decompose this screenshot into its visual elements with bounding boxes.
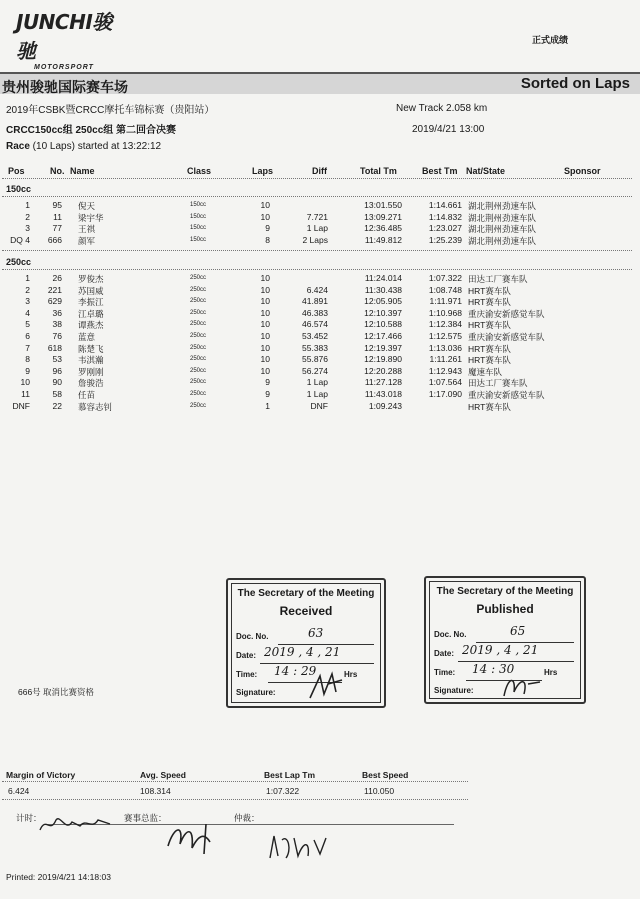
- cell-class: 250cc: [190, 391, 207, 397]
- cell-no: 11: [53, 211, 62, 222]
- cell-best-time: 1:12.575: [428, 331, 462, 341]
- cell-pos: 5: [25, 319, 30, 330]
- stamp-date-label: Date:: [434, 649, 455, 658]
- section-rule: [2, 269, 632, 270]
- stamp-doc-value: 65: [510, 624, 526, 638]
- col-nat: Nat/State: [466, 166, 506, 176]
- sort-label: Sorted on Laps: [520, 75, 630, 92]
- cell-pos: DNF: [12, 400, 30, 411]
- cell-no: 38: [52, 319, 62, 330]
- cell-name: 蓝意: [78, 332, 96, 342]
- summary-rule: [2, 799, 468, 800]
- table-row: [0, 389, 640, 400]
- cell-name: 罗俊杰: [78, 274, 104, 284]
- table-row: [0, 331, 640, 342]
- stamp-doc-label: Doc. No.: [236, 632, 269, 641]
- logo-wordmark: JUNCHI骏驰: [16, 10, 112, 63]
- cell-class: 250cc: [190, 321, 207, 328]
- cell-class: 250cc: [190, 333, 207, 339]
- best-lap-label: Best Lap Tm: [264, 770, 316, 780]
- margin-label: Margin of Victory: [6, 770, 76, 780]
- cell-no: 90: [52, 377, 62, 388]
- cell-team: HRT赛车队: [468, 355, 511, 366]
- cell-class: 150cc: [190, 213, 207, 220]
- table-row: [0, 296, 640, 307]
- table-row: [0, 343, 640, 354]
- cell-no: 221: [47, 284, 62, 295]
- stamp-status: Published: [476, 602, 534, 616]
- cell-name: 王祺: [78, 224, 96, 235]
- col-name: Name: [70, 166, 95, 176]
- table-row: [0, 273, 640, 284]
- cell-name: 李振江: [78, 297, 104, 308]
- stamp-date-label: Date:: [236, 651, 257, 660]
- col-laps: Laps: [252, 166, 274, 176]
- timer-signature: [36, 810, 116, 838]
- cell-best-time: 1:12.384: [428, 319, 462, 330]
- cell-pos: 2: [25, 211, 30, 222]
- cell-total-time: 11:24.014: [364, 273, 402, 283]
- referee-signature: [264, 830, 334, 866]
- cell-class: 250cc: [190, 286, 207, 293]
- cell-diff: 46.383: [302, 307, 328, 318]
- cell-diff: 56.274: [302, 365, 328, 376]
- cell-best-time: 1:25.239: [428, 234, 462, 245]
- table-row: [0, 366, 640, 377]
- cell-total-time: 12:05.905: [364, 296, 402, 307]
- table-row: [0, 401, 640, 412]
- cell-pos: 7: [25, 342, 30, 353]
- cell-total-time: 11:27.128: [364, 377, 402, 388]
- cell-no: 22: [52, 400, 62, 411]
- cell-class: 250cc: [190, 367, 207, 374]
- cell-total-time: 12:17.466: [364, 331, 402, 341]
- cell-laps: 10: [260, 354, 270, 365]
- cell-total-time: 11:49.812: [364, 234, 402, 245]
- cell-total-time: 13:01.550: [364, 200, 402, 210]
- cell-best-time: 1:17.090: [428, 389, 462, 399]
- race-start: (10 Laps) started at 13:22:12: [29, 141, 162, 152]
- stamp-published: [424, 576, 586, 704]
- cell-no: 58: [52, 389, 62, 399]
- cell-team: HRT赛车队: [468, 401, 511, 412]
- cell-class: 250cc: [190, 379, 207, 386]
- cell-pos: 1: [25, 273, 30, 283]
- section-rule: [2, 196, 632, 197]
- stamp-received: [226, 578, 386, 708]
- referee-label: 仲裁：: [234, 813, 260, 823]
- cell-class: 250cc: [190, 356, 207, 363]
- cell-laps: 10: [260, 307, 270, 318]
- cell-total-time: 12:10.588: [364, 319, 402, 330]
- cell-team: 湖北荆州劲速车队: [468, 224, 537, 235]
- cell-name: 谭燕杰: [78, 320, 104, 331]
- cell-pos: 11: [21, 389, 30, 399]
- col-no: No.: [50, 166, 65, 176]
- cell-laps: 10: [260, 319, 270, 330]
- cell-diff: DNF: [310, 400, 328, 411]
- cell-no: 36: [52, 307, 62, 318]
- cell-no: 666: [47, 234, 62, 245]
- cell-team: HRT赛车队: [468, 297, 511, 308]
- cell-total-time: 11:30.438: [364, 284, 402, 295]
- table-row: [0, 212, 640, 223]
- header-rule: [2, 178, 632, 179]
- cell-diff: 55.876: [302, 354, 328, 365]
- cell-name: 梁宇华: [78, 212, 104, 223]
- cell-no: 77: [52, 223, 62, 234]
- cell-name: 任苗: [78, 390, 96, 400]
- cell-pos: 3: [25, 296, 30, 307]
- cell-diff: 2 Laps: [302, 234, 328, 245]
- cell-total-time: 12:36.485: [364, 223, 402, 234]
- col-pos: Pos: [8, 166, 25, 176]
- stamp-time-value: 14 : 30: [472, 662, 515, 676]
- cell-team: HRT赛车队: [468, 285, 511, 296]
- cell-no: 95: [52, 200, 62, 210]
- printed-timestamp: Printed: 2019/4/21 14:18:03: [6, 872, 111, 882]
- stamp-signature-scribble: [306, 670, 346, 702]
- logo-subtitle: MOTORSPORT: [34, 64, 94, 71]
- cell-team: HRT赛车队: [468, 343, 511, 354]
- stamp-hrs-label: Hrs: [544, 668, 558, 677]
- cell-no: 629: [47, 296, 62, 307]
- cell-team: 重庆渝安新感觉车队: [468, 308, 545, 319]
- cell-total-time: 1:09.243: [368, 400, 402, 411]
- cell-name: 江卓璐: [78, 308, 104, 319]
- table-row: [0, 223, 640, 234]
- track-info: New Track 2.058 km: [396, 103, 488, 114]
- cell-pos: DQ 4: [10, 234, 30, 245]
- col-total: Total Tm: [360, 166, 397, 176]
- table-row: [0, 308, 640, 319]
- cell-best-time: 1:12.943: [428, 365, 462, 376]
- cell-laps: 10: [260, 331, 270, 341]
- cell-diff: 41.891: [302, 296, 328, 307]
- cell-no: 618: [47, 342, 62, 353]
- cell-diff: 7.721: [306, 211, 328, 222]
- stamp-signature-scribble: [500, 672, 544, 700]
- cell-team: 湖北荆州劲速车队: [468, 235, 537, 246]
- cell-name: 詹骏浩: [78, 378, 104, 389]
- best-speed-value: 110.050: [364, 786, 395, 796]
- doc-status: 正式成绩: [532, 35, 569, 45]
- steward-label: 赛事总监：: [124, 813, 167, 823]
- cell-total-time: 13:09.271: [364, 211, 402, 222]
- cell-best-time: 1:07.322: [428, 273, 462, 283]
- steward-signature: [164, 818, 224, 862]
- avg-speed-value: 108.314: [140, 786, 171, 796]
- cell-diff: 1 Lap: [306, 389, 328, 399]
- cell-no: 96: [52, 365, 62, 376]
- cell-diff: 55.383: [302, 342, 328, 353]
- cell-class: 150cc: [190, 225, 207, 232]
- cell-team: 湖北荆州劲速车队: [468, 201, 537, 211]
- section-end-rule: [2, 250, 632, 251]
- junchi-logo: [16, 6, 126, 71]
- cell-laps: 9: [265, 377, 270, 388]
- cell-name: 慕容志钊: [78, 401, 113, 412]
- cell-laps: 8: [265, 234, 270, 245]
- section-title-150cc: 150cc: [6, 184, 32, 194]
- stamp-date-value: 2019 , 4 , 21: [264, 645, 341, 659]
- avg-speed-label: Avg. Speed: [140, 770, 186, 780]
- title-band: [0, 72, 640, 94]
- stamp-time-label: Time:: [236, 670, 258, 679]
- cell-diff: 46.574: [302, 319, 328, 330]
- cell-pos: 8: [25, 354, 30, 365]
- cell-name: 罗刚刚: [78, 366, 104, 377]
- cell-best-time: 1:10.968: [428, 307, 462, 318]
- stamp-doc-value: 63: [308, 626, 324, 640]
- cell-total-time: 12:20.288: [364, 365, 402, 376]
- table-row: [0, 285, 640, 296]
- cell-pos: 4: [25, 307, 30, 318]
- cell-laps: 10: [260, 365, 270, 376]
- cell-pos: 1: [25, 200, 30, 210]
- stamp-hrs-label: Hrs: [344, 670, 358, 679]
- cell-name: 韦淇瀚: [78, 355, 104, 366]
- cell-diff: 1 Lap: [306, 377, 328, 388]
- cell-best-time: 1:08.748: [428, 284, 462, 295]
- section-title-250cc: 250cc: [6, 257, 32, 267]
- col-diff: Diff: [312, 166, 327, 176]
- cell-name: 苏国威: [78, 285, 104, 296]
- best-speed-label: Best Speed: [362, 770, 409, 780]
- cell-laps: 10: [260, 342, 270, 353]
- table-row: [0, 235, 640, 246]
- cell-name: 颜军: [78, 235, 96, 246]
- cell-class: 150cc: [190, 202, 207, 208]
- cell-best-time: 1:11.261: [429, 354, 462, 365]
- summary-rule: [2, 781, 468, 782]
- cell-laps: 9: [265, 389, 270, 399]
- cell-team: 田达工厂赛车队: [468, 378, 528, 389]
- cell-total-time: 12:19.397: [364, 342, 402, 353]
- cell-class: 250cc: [190, 298, 207, 305]
- event-title: 2019年CSBK暨CRCC摩托车锦标赛（贵阳站）: [6, 105, 215, 116]
- cell-no: 53: [52, 354, 62, 365]
- cell-team: 湖北荆州劲速车队: [468, 212, 537, 223]
- cell-laps: 10: [260, 211, 270, 222]
- race-info: [6, 141, 161, 152]
- table-row: [0, 377, 640, 388]
- cell-no: 76: [52, 331, 62, 341]
- cell-pos: 3: [25, 223, 30, 234]
- cell-best-time: 1:23.027: [428, 223, 462, 234]
- cell-name: 陈楚飞: [78, 343, 104, 354]
- cell-no: 26: [52, 273, 62, 283]
- cell-pos: 9: [25, 365, 30, 376]
- cell-team: 重庆渝安新感觉车队: [468, 390, 545, 400]
- cell-pos: 2: [25, 284, 30, 295]
- cell-team: HRT赛车队: [468, 320, 511, 331]
- table-row: [0, 354, 640, 365]
- table-row: [0, 319, 640, 330]
- best-lap-value: 1:07.322: [266, 786, 300, 796]
- venue-title: 贵州骏驰国际赛车场: [2, 79, 128, 95]
- cell-best-time: 1:14.661: [428, 200, 462, 210]
- stamp-heading: The Secretary of the Meeting: [237, 588, 375, 599]
- cell-class: 250cc: [190, 275, 207, 281]
- col-sponsor: Sponsor: [564, 166, 601, 176]
- stamp-sig-label: Signature:: [236, 688, 276, 697]
- cell-diff: 53.452: [302, 331, 328, 341]
- stamp-time-label: Time:: [434, 668, 456, 677]
- cell-laps: 1: [265, 400, 270, 411]
- cell-laps: 9: [265, 223, 270, 234]
- stamp-heading: The Secretary of the Meeting: [436, 586, 574, 597]
- stamp-doc-label: Doc. No.: [434, 630, 467, 639]
- cell-class: 150cc: [190, 236, 207, 243]
- margin-value: 6.424: [8, 786, 30, 796]
- cell-best-time: 1:11.971: [429, 296, 462, 307]
- cell-diff: 1 Lap: [306, 223, 328, 234]
- cell-total-time: 12:10.397: [364, 307, 402, 318]
- cell-name: 倪天: [78, 201, 96, 211]
- stamp-time-value: 14 : 29: [274, 664, 317, 678]
- cell-best-time: 1:07.564: [428, 377, 462, 388]
- cell-class: 250cc: [190, 344, 207, 351]
- cell-pos: 6: [25, 331, 30, 341]
- cell-class: 250cc: [190, 309, 207, 316]
- cell-diff: 6.424: [306, 284, 328, 295]
- disqualification-note: 666号 取消比赛资格: [18, 687, 95, 697]
- cell-total-time: 12:19.890: [364, 354, 402, 365]
- event-datetime: 2019/4/21 13:00: [412, 124, 485, 135]
- timer-label: 计时：: [16, 813, 42, 823]
- col-class: Class: [187, 166, 212, 176]
- col-best: Best Tm: [422, 166, 458, 176]
- cell-laps: 10: [260, 284, 270, 295]
- cell-team: 魔速车队: [468, 366, 503, 377]
- stamp-status: Received: [279, 604, 333, 618]
- cell-best-time: 1:13.036: [428, 342, 462, 353]
- stamp-sig-label: Signature:: [434, 686, 474, 695]
- cell-laps: 10: [260, 200, 270, 210]
- cell-best-time: 1:14.832: [428, 211, 462, 222]
- group-title: CRCC150cc组 250cc组 第二回合决赛: [6, 125, 177, 136]
- race-label: Race: [6, 141, 30, 152]
- cell-pos: 10: [20, 377, 30, 388]
- cell-laps: 10: [260, 273, 270, 283]
- stamp-date-value: 2019 , 4 , 21: [462, 643, 539, 657]
- cell-team: 田达工厂赛车队: [468, 274, 528, 284]
- cell-class: 250cc: [190, 402, 207, 409]
- cell-total-time: 11:43.018: [364, 389, 402, 399]
- cell-laps: 10: [260, 296, 270, 307]
- table-row: [0, 200, 640, 211]
- cell-team: 重庆渝安新感觉车队: [468, 332, 545, 342]
